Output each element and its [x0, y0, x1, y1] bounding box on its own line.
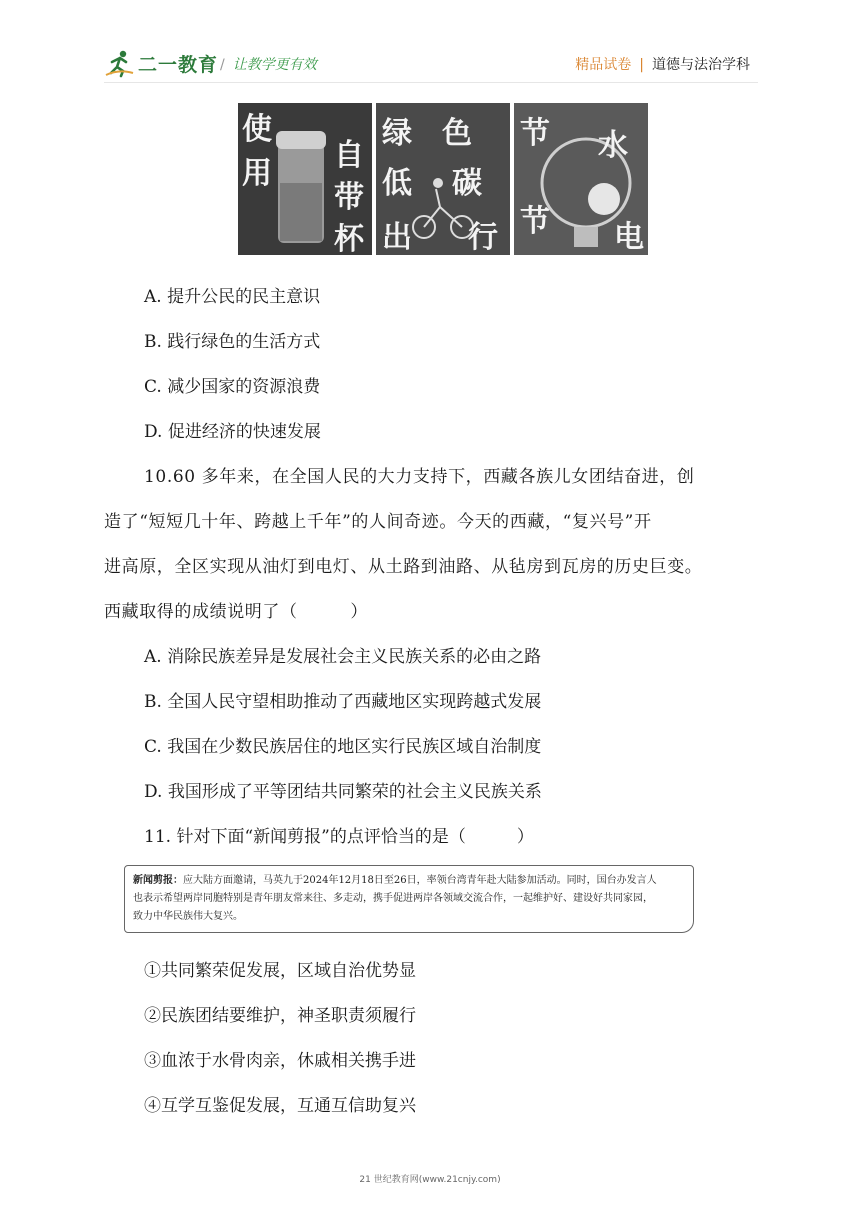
q11-item-3: ③血浓于水骨肉亲，休戚相关携手进 [144, 1051, 416, 1071]
poster3-char-4: 电 [614, 220, 644, 255]
news-clipping-box [124, 865, 694, 933]
q11-item-4: ④互学互鉴促发展，互通互信助复兴 [144, 1096, 416, 1116]
header-separator: | [639, 57, 644, 73]
q10-option-c: C. 我国在少数民族居住的地区实行民族区域自治制度 [144, 737, 542, 757]
runner-logo-icon [104, 48, 134, 78]
poster3-char-2: 水 [598, 128, 628, 163]
q10-stem-line-4: 西藏取得的成绩说明了（ ） [104, 602, 368, 622]
poster2-char-6: 行 [468, 220, 498, 255]
header-right [575, 54, 750, 74]
logo [104, 48, 218, 78]
header-subject: 道德与法治学科 [652, 57, 750, 73]
poster1-char-2: 用 [242, 156, 272, 191]
q10-stem-line-3: 进高原，全区实现从油灯到电灯、从土路到油路、从毡房到瓦房的历史巨变。 [104, 557, 703, 577]
poster3-char-1: 节 [520, 116, 550, 151]
poster2-char-2: 色 [442, 116, 472, 151]
q11-stem: 11. 针对下面“新闻剪报”的点评恰当的是（ ） [144, 827, 534, 847]
news-line-3: 致力中华民族伟大复兴。 [133, 911, 243, 922]
poster2-char-1: 绿 [382, 116, 412, 151]
q9-option-b: B. 践行绿色的生活方式 [144, 332, 321, 352]
poster1-char-3: 自 [334, 138, 364, 173]
poster2-char-3: 低 [382, 166, 412, 201]
logo-text: 二一教育 [138, 53, 219, 76]
cycling-poster-image [376, 103, 510, 255]
poster2-char-5: 出 [382, 220, 412, 255]
slogan-text: 让教学更有效 [232, 57, 317, 73]
header-label: 精品试卷 [575, 57, 632, 73]
cup-poster-image [238, 103, 372, 255]
q10-option-b: B. 全国人民守望相助推动了西藏地区实现跨越式发展 [144, 692, 542, 712]
q9-option-c: C. 减少国家的资源浪费 [144, 377, 321, 397]
q11-item-2: ②民族团结要维护，神圣职责须履行 [144, 1006, 416, 1026]
header-divider [104, 82, 758, 83]
news-tag: 新闻剪报： [133, 875, 183, 886]
news-line-1: 新闻剪报：应大陆方面邀请，马英九于2024年12月18日至26日，率领台湾青年赴大陆参加活动。同时，国台办发言人 [133, 875, 657, 886]
q10-stem-line-1: 10.60 多年来，在全国人民的大力支持下，西藏各族儿女团结奋进，创 [144, 467, 695, 487]
q10-stem-line-2: 造了“短短几十年、跨越上千年”的人间奇迹。今天的西藏，“复兴号”开 [104, 512, 652, 532]
poster1-char-1: 使 [242, 112, 272, 147]
page-header [0, 0, 860, 92]
poster2-char-4: 碳 [452, 166, 482, 201]
q10-option-a: A. 消除民族差异是发展社会主义民族关系的必由之路 [144, 647, 542, 667]
q11-item-1: ①共同繁荣促发展，区域自治优势显 [144, 961, 416, 981]
poster1-char-4: 带 [334, 180, 364, 215]
bulb-poster-image [514, 103, 648, 255]
slogan-separator: / [220, 57, 225, 73]
q10-option-d: D. 我国形成了平等团结共同繁荣的社会主义民族关系 [144, 782, 542, 802]
q9-option-a: A. 提升公民的民主意识 [144, 287, 321, 307]
poster-images [238, 103, 648, 255]
page-footer: 21 世纪教育网(www.21cnjy.com) [359, 1175, 501, 1185]
poster3-char-3: 节 [520, 204, 550, 239]
news-line-2: 也表示希望两岸同胞特别是青年朋友常来往、多走动，携手促进两岸各领域交流合作，一起维护好、建设好共同家园， [133, 893, 653, 904]
poster1-char-5: 杯 [334, 222, 364, 255]
q9-option-d: D. 促进经济的快速发展 [144, 422, 321, 442]
slogan [220, 54, 317, 74]
